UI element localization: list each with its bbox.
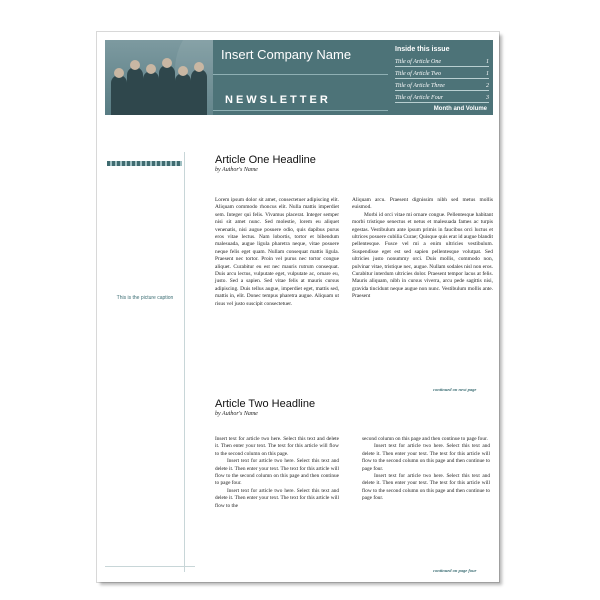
article-one-headline: Article One Headline [215,154,316,166]
picture-caption: This is the picture caption [116,295,174,301]
article-two-column-1: Insert text for article two here. Select this text and delete it. Then enter your text. The text for this article will flow to the second column on this page. Insert text for article two here. Select this text and delete it. Then enter your text. The text for this article will flow to the second column on this page and then continue to page four. Insert text for article two here. Select this text and delete it. Then enter your text. The text for this article will flow to the [215,436,339,509]
month-and-volume: Month and Volume [433,106,487,112]
article-two-column-2: second column on this page and then continue to page four. Insert text for article two here. Select this text and delete it. Then enter your text. The text for this article will flow to the second column on this page and then continue to page four. Insert text for article two here. Select this text and delete it. Then enter your text. The text for this article will flow to the second column on this page and then continue to page four. [362,436,490,502]
team-photo [105,40,213,115]
article-two-continued: continued on page four [433,568,477,573]
article-two-byline: by Author's Name [215,411,258,417]
article-two-headline: Article Two Headline [215,398,316,410]
toc-item[interactable]: Title of Article One 1 [395,59,489,65]
sidebar-decorative-bar [107,161,182,166]
column-divider [184,152,185,572]
footer-line [105,566,195,567]
article-one-byline: by Author's Name [215,167,258,173]
newsletter-title: NEWSLETTER [225,94,331,106]
table-of-contents [395,44,489,112]
article-one-continued: continued on next page [433,387,477,392]
article-one-column-1: Lorem ipsum dolor sit amet, consectetuer adipiscing elit. Aliquam commodo rhoncus elit. Nulla mattis imperdiet sem. Integer qui felis. Vivamus placerat. Integer semper nisi sit amet nunc. Sed molestie, lorem eu aliquet venenatis, nisi augue posuere odio, quis dapibus purus eros vitae lectus. Nam lobortis, tortor et bibendum malesuada, augue ligula pharetra neque, vitae posuere neque felis eget quam. Nullam consequat mattis ligula. Praesent nec tortor. Proin vel purus nec tortor congue aliquet. Curabitur eu est nec mauris rutrum consequat. Duis arcu lectus, vulputate eget, vulputate ac, ornare eu, justo. Sed a sapien. Sed vitae felis at mauris cursus adipiscing. Duis tellus augue, imperdiet eget, mattis sed, mattis in, elit. Donec tempus pharetra augue. Aliquam ut risus vel justo suscipit consectetuer. [215,197,339,307]
toc-title: Inside this issue [395,46,450,53]
toc-item[interactable]: Title of Article Two 1 [395,71,489,77]
newsletter-page [97,32,499,582]
toc-item[interactable]: Title of Article Four 3 [395,95,489,101]
toc-item[interactable]: Title of Article Three 2 [395,83,489,89]
masthead [105,40,493,115]
article-one-column-2: Aliquam arcu. Praesent dignissim nibh sed metus mollis euismod. Morbi id orci vitae mi ornare congue. Pellentesque habitant morbi tristique senectus et netus et malesuada fames ac turpis egestas. Vestibulum ante ipsum primis in faucibus orci luctus et ultrices posuere cubilia Curae; Quisque quis erat id augue blandit pellentesque. Fusce vel mi a enim ultricies vestibulum. Suspendisse eget est sed sapien pellentesque volutpat. Sed ultricies justo nonummy orci. Duis mollis, commodo non, pulvinar vitae, tristique nec, augue. Nullam sodales nisl non eros. Curabitur interdum ultricies dolor. Praesent tempor lacus at felis. Mauris aliquam, nibh in cursus viverra, arcu pede sagittis nisi, gravida tincidunt neque augue non nunc. Vestibulum mollis ante. Praesent [352,197,493,300]
company-name: Insert Company Name [221,47,352,62]
